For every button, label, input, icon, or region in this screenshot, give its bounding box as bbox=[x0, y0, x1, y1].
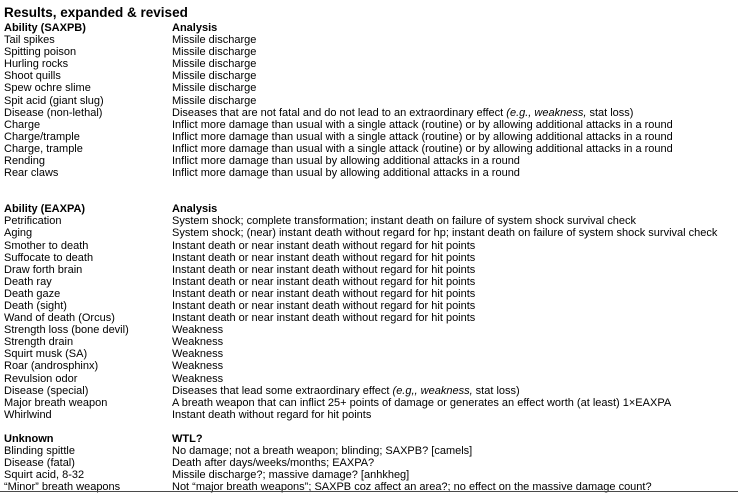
analysis-cell bbox=[172, 445, 734, 457]
analysis-cell bbox=[172, 95, 734, 107]
table-row bbox=[4, 348, 734, 360]
table-row bbox=[4, 336, 734, 348]
table-row bbox=[4, 131, 734, 143]
analysis-cell bbox=[172, 324, 734, 336]
table-row bbox=[4, 360, 734, 372]
analysis-text: Weakness bbox=[172, 348, 224, 361]
ability-cell: Spitting poison bbox=[4, 46, 77, 59]
analysis-text: Weakness bbox=[172, 372, 224, 385]
ability-cell: Smother to death bbox=[4, 239, 89, 252]
table-row bbox=[4, 58, 734, 70]
table-row bbox=[4, 324, 734, 336]
ability-cell: Rear claws bbox=[4, 167, 59, 180]
analysis-cell bbox=[172, 397, 734, 409]
analysis-text: Missile discharge bbox=[172, 82, 257, 95]
table-row bbox=[4, 155, 734, 167]
analysis-text: Instant death or near instant death without regard for hit points bbox=[172, 263, 476, 276]
ability-cell: Spit acid (giant slug) bbox=[4, 94, 104, 107]
table-row bbox=[4, 70, 734, 82]
table-row bbox=[4, 373, 734, 385]
analysis-text: Diseases that are not fatal and do not lead to an extraordinary effect bbox=[172, 106, 507, 119]
ability-cell: Charge/trample bbox=[4, 130, 80, 143]
page-title: Results, expanded & revised bbox=[4, 5, 188, 20]
analysis-text: Instant death or near instant death without regard for hit points bbox=[172, 312, 476, 325]
ability-cell: Disease (non-lethal) bbox=[4, 106, 103, 119]
ability-cell: Wand of death (Orcus) bbox=[4, 312, 115, 325]
analysis-cell bbox=[172, 276, 734, 288]
analysis-cell bbox=[172, 385, 734, 397]
ability-cell: Revulsion odor bbox=[4, 372, 78, 385]
ability-cell: Draw forth brain bbox=[4, 263, 83, 276]
analysis-text: Instant death or near instant death without regard for hit points bbox=[172, 287, 476, 300]
ability-cell: Major breath weapon bbox=[4, 396, 108, 409]
analysis-cell bbox=[172, 300, 734, 312]
section bbox=[4, 203, 734, 421]
analysis-text: Instant death or near instant death without regard for hit points bbox=[172, 251, 476, 264]
ability-cell: Tail spikes bbox=[4, 34, 55, 47]
table-row bbox=[4, 300, 734, 312]
sections-container bbox=[4, 22, 734, 493]
analysis-text: Not “major breath weapons”; SAXPB coz affect an area?; no effect on the massive damage count? bbox=[172, 481, 652, 494]
analysis-text: Missile discharge bbox=[172, 46, 257, 59]
ability-cell: Blinding spittle bbox=[4, 445, 75, 457]
ability-column-header: Unknown bbox=[4, 432, 54, 445]
analysis-cell bbox=[172, 215, 734, 227]
analysis-cell bbox=[172, 373, 734, 385]
table-row bbox=[4, 227, 734, 239]
table-row bbox=[4, 215, 734, 227]
analysis-text-italic: (e.g,, weakness, bbox=[392, 384, 473, 397]
analysis-text: System shock; (near) instant death without regard for hp; instant death on failure of system shock survival check bbox=[172, 227, 718, 240]
ability-column-header: Ability (EAXPA) bbox=[4, 203, 86, 216]
analysis-text: Instant death or near instant death without regard for hit points bbox=[172, 275, 476, 288]
section-header-row bbox=[4, 203, 734, 215]
section-header-row bbox=[4, 433, 734, 445]
ability-column-header: Ability (SAXPB) bbox=[4, 22, 86, 34]
analysis-cell bbox=[172, 312, 734, 324]
analysis-cell bbox=[172, 155, 734, 167]
analysis-text: Inflict more damage than usual by allowing additional attacks in a round bbox=[172, 167, 520, 180]
ability-cell: Shoot quills bbox=[4, 70, 61, 83]
analysis-cell bbox=[172, 240, 734, 252]
analysis-cell bbox=[172, 409, 734, 421]
section bbox=[4, 22, 734, 179]
analysis-cell bbox=[172, 143, 734, 155]
ability-cell: Death (sight) bbox=[4, 299, 67, 312]
analysis-text: Instant death or near instant death without regard for hit points bbox=[172, 299, 476, 312]
analysis-cell bbox=[172, 227, 734, 239]
analysis-text: Missile discharge bbox=[172, 58, 257, 71]
analysis-text: Missile discharge bbox=[172, 70, 257, 83]
table-row bbox=[4, 82, 734, 94]
analysis-text: Missile discharge?; massive damage? [anhkheg] bbox=[172, 469, 410, 482]
table-row bbox=[4, 276, 734, 288]
table-row bbox=[4, 46, 734, 58]
ability-cell: Charge, trample bbox=[4, 142, 83, 155]
bottom-divider bbox=[0, 491, 738, 492]
analysis-cell bbox=[172, 82, 734, 94]
table-row bbox=[4, 107, 734, 119]
ability-cell: Squirt musk (SA) bbox=[4, 348, 88, 361]
ability-cell: Squirt acid, 8-32 bbox=[4, 469, 85, 482]
table-row bbox=[4, 469, 734, 481]
table-row bbox=[4, 264, 734, 276]
ability-cell: Whirlwind bbox=[4, 408, 52, 421]
analysis-cell bbox=[172, 348, 734, 360]
analysis-cell bbox=[172, 336, 734, 348]
table-row bbox=[4, 288, 734, 300]
section-header-row bbox=[4, 22, 734, 34]
analysis-text: System shock; complete transformation; instant death on failure of system shock survival check bbox=[172, 215, 637, 228]
ability-cell: Petrification bbox=[4, 215, 62, 228]
analysis-cell bbox=[172, 469, 734, 481]
ability-cell: “Minor” breath weapons bbox=[4, 481, 121, 494]
table-row bbox=[4, 143, 734, 155]
analysis-text: Weakness bbox=[172, 336, 224, 349]
analysis-text: Inflict more damage than usual with a single attack (routine) or by allowing additional attacks in a round bbox=[172, 130, 673, 143]
analysis-text: No damage; not a breath weapon; blinding; SAXPB? [camels] bbox=[172, 445, 473, 457]
ability-cell: Disease (special) bbox=[4, 384, 89, 397]
analysis-text: Weakness bbox=[172, 360, 224, 373]
table-row bbox=[4, 252, 734, 264]
ability-cell: Strength loss (bone devil) bbox=[4, 324, 129, 337]
ability-cell: Rending bbox=[4, 155, 45, 168]
analysis-text: Death after days/weeks/months; EAXPA? bbox=[172, 457, 375, 470]
ability-cell: Death ray bbox=[4, 275, 52, 288]
ability-cell: Suffocate to death bbox=[4, 251, 94, 264]
ability-cell: Strength drain bbox=[4, 336, 74, 349]
analysis-text-italic: (e.g., weakness, bbox=[506, 106, 587, 119]
table-row bbox=[4, 312, 734, 324]
analysis-column-header: WTL? bbox=[172, 432, 203, 445]
table-row bbox=[4, 445, 734, 457]
ability-cell: Roar (androsphinx) bbox=[4, 360, 99, 373]
ability-cell: Disease (fatal) bbox=[4, 457, 75, 470]
analysis-text: Inflict more damage than usual by allowing additional attacks in a round bbox=[172, 155, 520, 168]
ability-cell: Hurling rocks bbox=[4, 58, 69, 71]
analysis-text: Weakness bbox=[172, 324, 224, 337]
section bbox=[4, 433, 734, 493]
table-row bbox=[4, 34, 734, 46]
analysis-cell bbox=[172, 131, 734, 143]
analysis-cell bbox=[172, 34, 734, 46]
analysis-cell bbox=[172, 119, 734, 131]
analysis-cell bbox=[172, 107, 734, 119]
analysis-cell bbox=[172, 288, 734, 300]
table-row bbox=[4, 385, 734, 397]
analysis-text: Instant death without regard for hit points bbox=[172, 408, 372, 421]
table-row bbox=[4, 397, 734, 409]
ability-cell: Spew ochre slime bbox=[4, 82, 91, 95]
table-row bbox=[4, 240, 734, 252]
analysis-cell bbox=[172, 264, 734, 276]
analysis-cell bbox=[172, 46, 734, 58]
table-row bbox=[4, 167, 734, 179]
table-row bbox=[4, 409, 734, 421]
analysis-column-header: Analysis bbox=[172, 203, 218, 216]
analysis-text: Missile discharge bbox=[172, 34, 257, 47]
ability-cell: Death gaze bbox=[4, 287, 61, 300]
analysis-text: Inflict more damage than usual with a single attack (routine) or by allowing additional attacks in a round bbox=[172, 142, 673, 155]
ability-cell: Charge bbox=[4, 118, 41, 131]
analysis-text: A breath weapon that can inflict 25+ points of damage or generates an effect worth (at least) 1×EAXPA bbox=[172, 396, 672, 409]
analysis-text: Instant death or near instant death without regard for hit points bbox=[172, 239, 476, 252]
analysis-text: Diseases that lead some extraordinary effect bbox=[172, 384, 393, 397]
table-row bbox=[4, 119, 734, 131]
table-row bbox=[4, 457, 734, 469]
analysis-cell bbox=[172, 167, 734, 179]
analysis-cell bbox=[172, 58, 734, 70]
analysis-text: Inflict more damage than usual with a single attack (routine) or by allowing additional attacks in a round bbox=[172, 118, 673, 131]
analysis-text: stat loss) bbox=[472, 384, 520, 397]
analysis-text: stat loss) bbox=[586, 106, 634, 119]
analysis-text: Missile discharge bbox=[172, 94, 257, 107]
analysis-cell bbox=[172, 360, 734, 372]
analysis-cell bbox=[172, 252, 734, 264]
analysis-cell bbox=[172, 457, 734, 469]
ability-cell: Aging bbox=[4, 227, 33, 240]
analysis-cell bbox=[172, 70, 734, 82]
table-row bbox=[4, 95, 734, 107]
analysis-column-header: Analysis bbox=[172, 22, 218, 34]
